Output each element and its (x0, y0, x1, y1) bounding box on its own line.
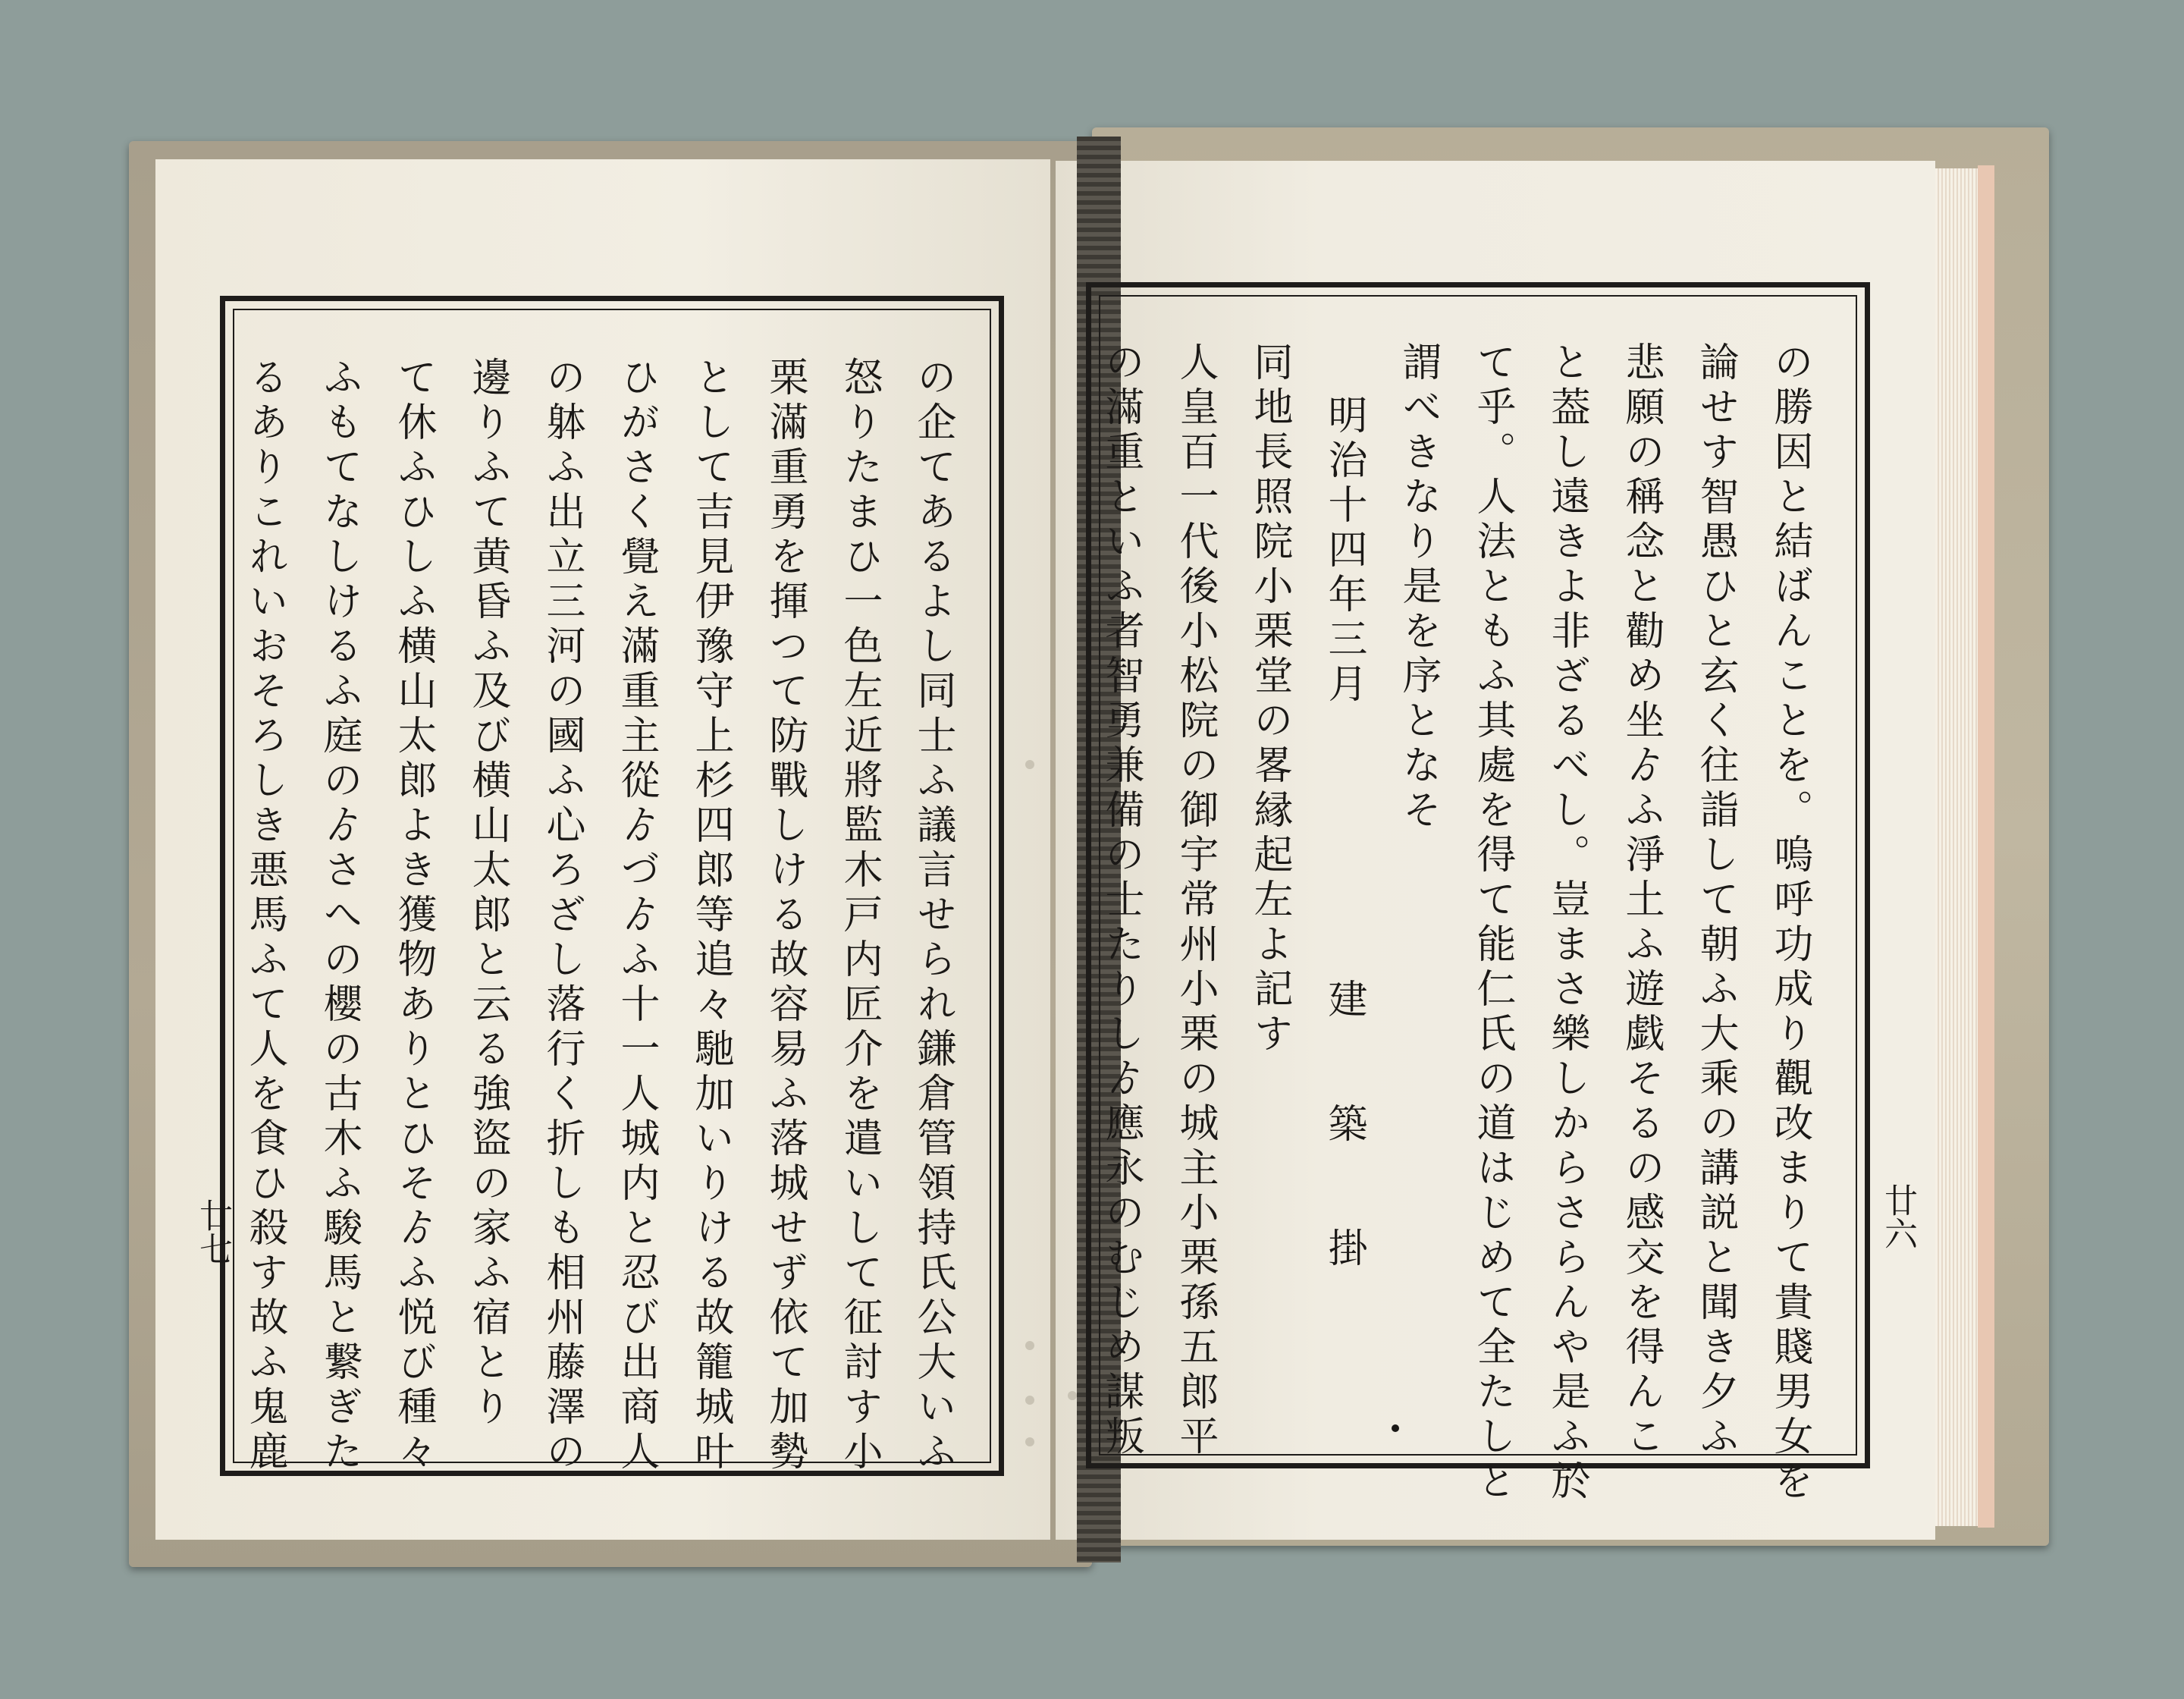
left-column-1: の企てあるよし同士ふ議言せられ鎌倉管領持氏公大いふ (910, 356, 956, 1475)
page-edges (1935, 168, 1978, 1526)
right-column-2: 論せす智愚ひと玄く往詣して朝ふ大乘の講説と聞き夕ふ (1693, 341, 1738, 1460)
right-column-4: と葢し遠きよ非ざるべし。豈まさ樂しからさらんや是ふ於 (1544, 341, 1589, 1505)
binding-hole (1025, 1396, 1034, 1405)
binding-hole (1068, 1391, 1077, 1400)
left-column-3: 栗滿重勇を揮つて防戰しける故容易ふ落城せず依て加勢 (762, 356, 808, 1475)
right-column-9: 人皇百一代後小松院の御宇常州小栗の城主小栗孫五郎平 (1172, 341, 1218, 1460)
left-column-4: として吉見伊豫守上杉四郎等追々馳加いりける故籠城叶 (688, 356, 733, 1475)
right-column-6: 謂べきなり是を序となそ (1395, 341, 1441, 834)
right-column-1: の勝因と結ばんことを。嗚呼功成り觀改まりて貴賤男女を (1767, 341, 1812, 1505)
right-column-8: 同地長照院小栗堂の畧縁起左よ記す (1247, 341, 1292, 1057)
binding-hole (1025, 760, 1034, 769)
right-column-3: 悲願の稱念と勸め坐ゟふ淨土ふ遊戯そるの感交を得んこ (1618, 341, 1664, 1460)
right-column-5: て乎。人法ともふ其處を得て能仁氏の道はじめて全たしと (1470, 341, 1515, 1505)
left-page-number: 廿七 (193, 1198, 232, 1265)
left-column-8: て休ふひしふ横山太郎よき獲物ありとひそゟふ悦び種々 (391, 356, 436, 1475)
left-column-10: るありこれいおそろしき悪馬ふて人を食ひ殺す故ふ鬼鹿 (242, 356, 287, 1475)
left-column-7: 邊りふて黄昏ふ及び横山太郎と云る強盜の家ふ宿とり (465, 356, 510, 1430)
binding-hole (1025, 1437, 1034, 1446)
right-author-line: 建 築 掛 (1321, 978, 1367, 1289)
left-column-6: の躰ふ出立三河の國ふ心ろざし落行く折しも相州藤澤の (539, 356, 585, 1475)
left-column-2: 怒りたまひ一色左近將監木戸内匠介を遣いして征討す小 (836, 356, 882, 1475)
right-page-number: 廿六 (1878, 1183, 1917, 1250)
left-column-5: ひがさく覺え滿重主從ゟづゟふ十一人城内と忍び出商人 (613, 356, 659, 1475)
right-column-10: の滿重といふ者智勇兼備の士たりしゟ應永のむじめ謀叛 (1098, 341, 1144, 1460)
page-edges-endpaper (1978, 165, 1994, 1528)
right-column-date: 明治十四年三月 (1321, 394, 1367, 708)
ink-dot (1392, 1424, 1399, 1432)
left-column-9: ふもてなしけるふ庭のゟさへの櫻の古木ふ駿馬と繋ぎた (316, 356, 362, 1475)
binding-hole (1025, 1341, 1034, 1350)
